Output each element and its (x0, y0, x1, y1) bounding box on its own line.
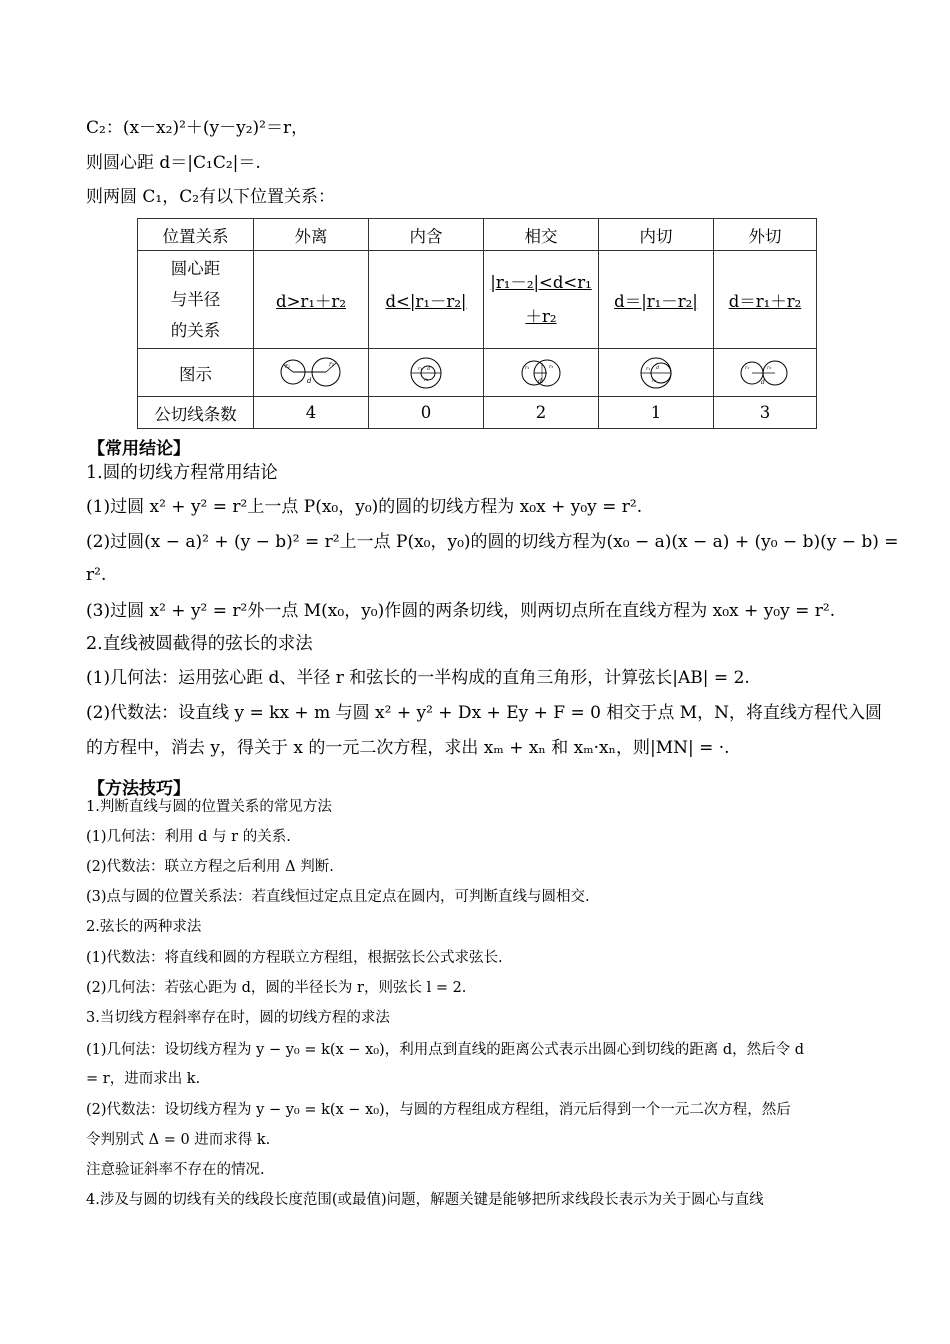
fig-label-r1: r₁ (525, 364, 530, 371)
distance-formula: d＝|r₁－r₂| (614, 291, 698, 311)
figure-label-cell: 图示 (138, 349, 254, 397)
method-line: 3.当切线方程斜率存在时，圆的切线方程的求法 (86, 1010, 390, 1026)
fig-label-r1: r₁ (745, 364, 750, 371)
conclusion-line: (1)过圆 x² + y² = r²上一点 P(x₀，y₀)的圆的切线方程为 x₀x + y₀y = r². (86, 497, 643, 517)
distance-formula: d>r₁＋r₂ (276, 291, 346, 311)
method-line: 4.涉及与圆的切线有关的线段长度范围(或最值)问题，解题关键是能够把所求线段长表示为关于圆心与直线 (86, 1192, 764, 1208)
conclusion-line: 的方程中，消去 y，得关于 x 的一元二次方程，求出 xₘ + xₙ 和 xₘ·xₙ，则|MN| = ·. (86, 738, 730, 758)
method-line: 2.弦长的两种求法 (86, 919, 202, 935)
fig-label-r2: r₂ (329, 360, 335, 368)
table-row-tangent-count (138, 397, 817, 429)
figure-cell-internal-tangent (599, 349, 714, 397)
figure-cell-external-tangent (714, 349, 817, 397)
conclusion-line: (3)过圆 x² + y² = r²外一点 M(x₀，y₀)作圆的两条切线，则两切点所在直线方程为 x₀x + y₀y = r². (86, 601, 836, 621)
distance-formula: d＝r₁＋r₂ (728, 291, 802, 311)
intro-line-3: 则两圆 C₁，C₂有以下位置关系： (86, 187, 336, 207)
figure-cell-contained (369, 349, 484, 397)
conclusion-line: (2)代数法：设直线 y = kx + m 与圆 x² + y² + Dx + Ey + F = 0 相交于点 M，N，将直线方程代入圆 (86, 703, 883, 723)
method-line: (2)代数法：设切线方程为 y − y₀ = k(x − x₀)，与圆的方程组成方程组，消元后得到一个一元二次方程，然后 (86, 1102, 791, 1118)
intro-line-2: 则圆心距 d＝|C₁C₂|＝. (86, 153, 261, 173)
fig-label-r2: r₂ (767, 364, 772, 371)
method-line: (1)几何法：利用 d 与 r 的关系. (86, 829, 291, 845)
conclusion-line: 1.圆的切线方程常用结论 (86, 463, 278, 483)
table-header-cell: 相交 (484, 219, 599, 251)
table-row-distance (138, 251, 817, 349)
distance-formula: d<|r₁－r₂| (385, 291, 467, 311)
section-title-methods: 【方法技巧】 (88, 779, 190, 799)
contained-circles-figure (406, 355, 446, 391)
method-line: (2)代数法：联立方程之后利用 Δ 判断. (86, 859, 334, 875)
method-line: 注意验证斜率不存在的情况. (86, 1162, 265, 1178)
internal-tangent-circles-figure (636, 355, 676, 391)
figure-cell-separate (254, 349, 369, 397)
distance-label-line: 与半径 (170, 290, 221, 309)
count-label-cell: 公切线条数 (138, 397, 254, 429)
conclusion-line: 2.直线被圆截得的弦长的求法 (86, 634, 313, 654)
count-cell: 3 (714, 397, 817, 429)
external-tangent-circles-figure (735, 355, 795, 391)
fig-label-d: d (761, 378, 765, 386)
separate-circles-figure (276, 355, 346, 391)
count-cell: 1 (599, 397, 714, 429)
distance-label-cell (138, 251, 254, 349)
table-header-row (138, 219, 817, 251)
table-header-cell: 内切 (599, 219, 714, 251)
method-line: (1)几何法：设切线方程为 y − y₀ = k(x − x₀)，利用点到直线的距离公式表示出圆心到切线的距离 d，然后令 d (86, 1042, 804, 1058)
circle-relation-table (137, 218, 817, 429)
conclusion-line: (1)几何法：运用弦心距 d、半径 r 和弦长的一半构成的直角三角形，计算弦长|AB| = 2. (86, 668, 750, 688)
distance-formula: |r₁－₂|<d<r₁ (490, 272, 592, 292)
method-line: 令判别式 Δ = 0 进而求得 k. (86, 1132, 271, 1148)
distance-cell (714, 251, 817, 349)
fig-label-d: d (538, 377, 542, 385)
table-row-figure (138, 349, 817, 397)
fig-label-d: d (656, 364, 660, 371)
fig-label-r2: r₂ (652, 377, 657, 384)
conclusion-line: r². (86, 565, 107, 585)
fig-label-r2: r₂ (549, 363, 554, 370)
distance-cell (599, 251, 714, 349)
method-line: = r，进而求出 k. (86, 1071, 201, 1087)
distance-label-line: 圆心距 (170, 259, 221, 278)
fig-label-r1: r₁ (418, 365, 423, 372)
distance-cell (369, 251, 484, 349)
figure-cell-intersect (484, 349, 599, 397)
fig-label-d: d (307, 376, 312, 385)
distance-cell (484, 251, 599, 349)
table-header-cell: 外切 (714, 219, 817, 251)
table-header-cell: 内含 (369, 219, 484, 251)
count-cell: 4 (254, 397, 369, 429)
distance-label-line: 的关系 (170, 321, 221, 340)
method-line: 1.判断直线与圆的位置关系的常见方法 (86, 799, 332, 815)
intro-line-1: C₂：(x－x₂)²＋(y－y₂)²＝r， (86, 118, 309, 138)
intersecting-circles-figure (516, 355, 566, 391)
distance-cell (254, 251, 369, 349)
table-header-cell: 外离 (254, 219, 369, 251)
method-line: (3)点与圆的位置关系法：若直线恒过定点且定点在圆内，可判断直线与圆相交. (86, 889, 590, 905)
fig-label-d: d (427, 365, 431, 372)
fig-label-r2: r₂ (424, 376, 429, 383)
fig-label-r1: r₁ (285, 362, 291, 370)
method-line: (2)几何法：若弦心距为 d，圆的半径长为 r，则弦长 l = 2. (86, 980, 467, 996)
fig-label-r1: r₁ (646, 365, 651, 372)
count-cell: 2 (484, 397, 599, 429)
count-cell: 0 (369, 397, 484, 429)
distance-formula-cont: ＋r₂ (525, 306, 557, 326)
section-title-conclusions: 【常用结论】 (88, 439, 190, 459)
method-line: (1)代数法：将直线和圆的方程联立方程组，根据弦长公式求弦长. (86, 950, 503, 966)
table-header-cell: 位置关系 (138, 219, 254, 251)
conclusion-line: (2)过圆(x − a)² + (y − b)² = r²上一点 P(x₀，y₀)的圆的切线方程为(x₀ − a)(x − a) + (y₀ − b)(y − b) = (86, 532, 899, 552)
